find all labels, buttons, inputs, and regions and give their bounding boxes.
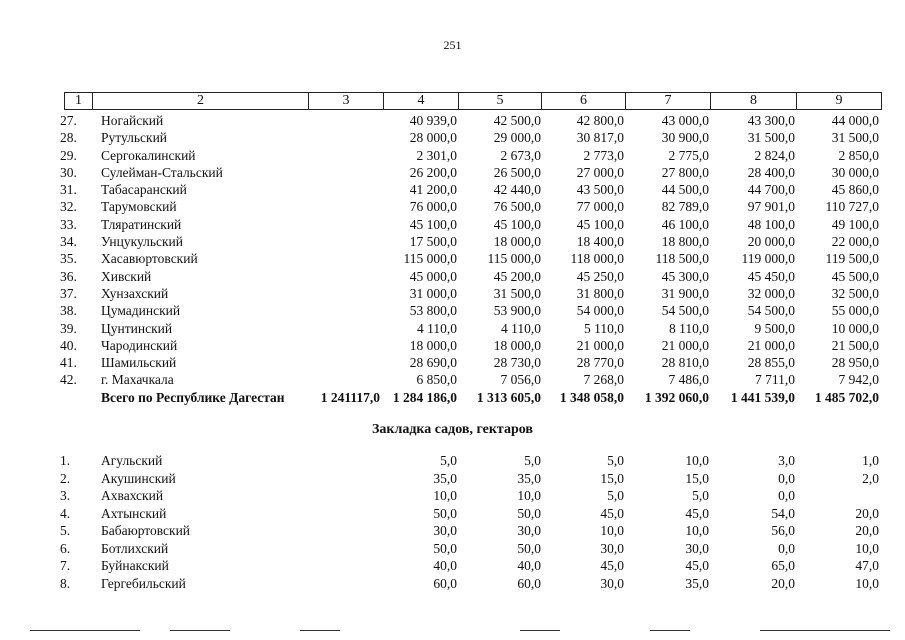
row-number: 28. xyxy=(60,130,77,146)
value-col-5: 45 200,0 xyxy=(493,268,541,284)
row-number: 5. xyxy=(60,523,71,538)
value-col-8: 20 000,0 xyxy=(747,234,795,250)
row-number: 6. xyxy=(60,540,71,556)
value-col-5: 31 500,0 xyxy=(493,285,541,301)
value-col-7: 45 300,0 xyxy=(661,268,709,284)
value-col-5: 29 000,0 xyxy=(493,130,541,146)
value-col-6: 42 800,0 xyxy=(576,113,624,128)
value-col-6: 43 500,0 xyxy=(576,182,624,198)
value-col-5: 115 000,0 xyxy=(487,251,541,267)
district-name: Тляратинский xyxy=(101,216,182,232)
value-col-4: 115 000,0 xyxy=(403,251,457,267)
district-name: г. Махачкала xyxy=(101,372,174,388)
value-col-7: 118 500,0 xyxy=(655,251,709,267)
value-col-7: 28 810,0 xyxy=(661,355,709,371)
value-col-4: 76 000,0 xyxy=(409,199,457,215)
value-col-9: 110 727,0 xyxy=(825,199,879,215)
value-col-8: 28 400,0 xyxy=(747,164,795,180)
value-col-5: 2 673,0 xyxy=(500,147,541,163)
value-col-5: 18 000,0 xyxy=(493,234,541,250)
value-col-7: 2 775,0 xyxy=(668,147,709,163)
value-col-9: 45 500,0 xyxy=(831,268,879,284)
value-col-4: 1 284 186,0 xyxy=(392,389,457,405)
footer-rule xyxy=(760,630,890,631)
total-row xyxy=(0,389,905,406)
value-col-6: 45,0 xyxy=(600,558,624,573)
district-name: Ногайский xyxy=(101,113,164,128)
value-col-9: 32 500,0 xyxy=(831,285,879,301)
value-col-8: 119 000,0 xyxy=(741,251,795,267)
value-col-9: 2 850,0 xyxy=(838,147,879,163)
value-col-6: 28 770,0 xyxy=(576,355,624,371)
district-name: Хунзахский xyxy=(101,285,169,301)
value-col-8: 44 700,0 xyxy=(747,182,795,198)
district-name: Сулейман-Стальский xyxy=(101,164,223,180)
value-col-9: 10,0 xyxy=(855,540,879,556)
value-col-4: 17 500,0 xyxy=(409,234,457,250)
value-col-5: 7 056,0 xyxy=(500,372,541,388)
value-col-5: 53 900,0 xyxy=(493,303,541,319)
value-col-6: 5,0 xyxy=(607,453,624,468)
table-row xyxy=(0,452,905,470)
value-col-4: 5,0 xyxy=(440,453,457,468)
value-col-4: 60,0 xyxy=(433,575,457,591)
value-col-4: 10,0 xyxy=(433,488,457,503)
value-col-6: 30 817,0 xyxy=(576,130,624,146)
value-col-8: 3,0 xyxy=(778,453,795,468)
value-col-5: 76 500,0 xyxy=(493,199,541,215)
value-col-3: 1 241117,0 xyxy=(320,389,380,405)
table-row xyxy=(0,540,905,558)
row-number: 35. xyxy=(60,251,77,267)
value-col-9: 22 000,0 xyxy=(831,234,879,250)
value-col-5: 10,0 xyxy=(517,488,541,503)
value-col-9: 44 000,0 xyxy=(831,113,879,128)
value-col-4: 50,0 xyxy=(433,505,457,521)
value-col-9: 7 942,0 xyxy=(838,372,879,388)
value-col-5: 50,0 xyxy=(517,540,541,556)
value-col-5: 26 500,0 xyxy=(493,164,541,180)
district-name: Табасаранский xyxy=(101,182,187,198)
table-row xyxy=(0,371,905,388)
footer-rule xyxy=(30,630,140,631)
table-row xyxy=(0,354,905,371)
value-col-9: 31 500,0 xyxy=(831,130,879,146)
row-number: 29. xyxy=(60,147,77,163)
value-col-6: 118 000,0 xyxy=(570,251,624,267)
row-number: 2. xyxy=(60,470,71,486)
district-table-top xyxy=(0,112,905,406)
value-col-6: 27 000,0 xyxy=(576,164,624,180)
district-name: Хасавюртовский xyxy=(101,251,198,267)
value-col-7: 82 789,0 xyxy=(661,199,709,215)
value-col-6: 54 000,0 xyxy=(576,303,624,319)
value-col-8: 21 000,0 xyxy=(747,337,795,353)
value-col-7: 31 900,0 xyxy=(661,285,709,301)
value-col-4: 45 100,0 xyxy=(409,216,457,232)
footer-rule xyxy=(520,630,560,631)
value-col-4: 41 200,0 xyxy=(409,182,457,198)
value-col-8: 54 500,0 xyxy=(747,303,795,319)
footer-rule xyxy=(650,630,690,631)
value-col-4: 2 301,0 xyxy=(416,147,457,163)
value-col-9: 1 485 702,0 xyxy=(814,389,879,405)
value-col-8: 54,0 xyxy=(771,505,795,521)
value-col-8: 1 441 539,0 xyxy=(730,389,795,405)
value-col-9: 47,0 xyxy=(855,558,879,573)
row-number: 33. xyxy=(60,216,77,232)
value-col-5: 1 313 605,0 xyxy=(476,389,541,405)
value-col-6: 1 348 058,0 xyxy=(559,389,624,405)
value-col-5: 5,0 xyxy=(524,453,541,468)
value-col-6: 2 773,0 xyxy=(583,147,624,163)
value-col-9: 20,0 xyxy=(855,523,879,538)
value-col-5: 4 110,0 xyxy=(501,320,541,336)
value-col-6: 7 268,0 xyxy=(583,372,624,388)
value-col-8: 32 000,0 xyxy=(747,285,795,301)
value-col-5: 60,0 xyxy=(517,575,541,591)
value-col-7: 54 500,0 xyxy=(661,303,709,319)
row-number: 37. xyxy=(60,285,77,301)
row-number: 38. xyxy=(60,303,77,319)
value-col-7: 21 000,0 xyxy=(661,337,709,353)
header-col-6: 6 xyxy=(542,93,626,110)
value-col-7: 30,0 xyxy=(685,540,709,556)
value-col-4: 26 200,0 xyxy=(409,164,457,180)
table-row xyxy=(0,164,905,181)
value-col-9: 28 950,0 xyxy=(831,355,879,371)
district-name: Гергебильский xyxy=(101,575,186,591)
value-col-9: 10,0 xyxy=(855,575,879,591)
column-header-row xyxy=(64,92,882,110)
value-col-7: 18 800,0 xyxy=(661,234,709,250)
total-label: Всего по Республике Дагестан xyxy=(101,389,285,405)
table-row xyxy=(0,129,905,146)
value-col-7: 1 392 060,0 xyxy=(644,389,709,405)
value-col-6: 45 100,0 xyxy=(576,216,624,232)
row-number: 39. xyxy=(60,320,77,336)
value-col-8: 56,0 xyxy=(771,523,795,538)
value-col-8: 31 500,0 xyxy=(747,130,795,146)
district-name: Хивский xyxy=(101,268,152,284)
table-row xyxy=(0,522,905,540)
footer-rule xyxy=(170,630,230,631)
header-col-2: 2 xyxy=(93,93,309,110)
row-number: 7. xyxy=(60,558,71,573)
row-number: 40. xyxy=(60,337,77,353)
row-number: 32. xyxy=(60,199,77,215)
value-col-5: 45 100,0 xyxy=(493,216,541,232)
district-name: Унцукульский xyxy=(101,234,183,250)
value-col-6: 21 000,0 xyxy=(576,337,624,353)
value-col-5: 42 440,0 xyxy=(493,182,541,198)
section-title: Закладка садов, гектаров xyxy=(372,422,533,437)
table-row xyxy=(0,470,905,488)
value-col-9: 2,0 xyxy=(862,470,879,486)
value-col-9: 10 000,0 xyxy=(831,320,879,336)
value-col-8: 48 100,0 xyxy=(747,216,795,232)
value-col-8: 45 450,0 xyxy=(747,268,795,284)
value-col-7: 30 900,0 xyxy=(661,130,709,146)
row-number: 8. xyxy=(60,575,71,591)
value-col-4: 18 000,0 xyxy=(409,337,457,353)
row-number: 34. xyxy=(60,234,77,250)
value-col-8: 20,0 xyxy=(771,575,795,591)
value-col-4: 50,0 xyxy=(433,540,457,556)
table-row xyxy=(0,216,905,233)
table-row xyxy=(0,233,905,250)
district-name: Бабаюртовский xyxy=(101,523,191,538)
row-number: 36. xyxy=(60,268,77,284)
value-col-6: 10,0 xyxy=(600,523,624,538)
value-col-7: 45,0 xyxy=(685,558,709,573)
value-col-5: 18 000,0 xyxy=(493,337,541,353)
header-col-8: 8 xyxy=(711,93,797,110)
table-row xyxy=(0,112,905,129)
row-number: 3. xyxy=(60,488,71,503)
table-row xyxy=(0,505,905,523)
district-name: Ботлихский xyxy=(101,540,169,556)
district-name: Чародинский xyxy=(101,337,178,353)
value-col-8: 0,0 xyxy=(778,470,795,486)
value-col-9: 21 500,0 xyxy=(831,337,879,353)
value-col-4: 40 939,0 xyxy=(409,113,457,128)
value-col-4: 53 800,0 xyxy=(409,303,457,319)
value-col-9: 45 860,0 xyxy=(831,182,879,198)
value-col-7: 43 000,0 xyxy=(661,113,709,128)
value-col-4: 4 110,0 xyxy=(417,320,457,336)
value-col-5: 42 500,0 xyxy=(493,113,541,128)
row-number: 1. xyxy=(60,453,71,468)
value-col-6: 77 000,0 xyxy=(576,199,624,215)
value-col-7: 10,0 xyxy=(685,523,709,538)
table-row xyxy=(0,302,905,319)
footer-rule xyxy=(300,630,340,631)
table-row xyxy=(0,320,905,337)
value-col-6: 31 800,0 xyxy=(576,285,624,301)
header-col-7: 7 xyxy=(626,93,711,110)
district-name: Ахтынский xyxy=(101,505,167,521)
value-col-4: 6 850,0 xyxy=(416,372,457,388)
value-col-8: 0,0 xyxy=(778,540,795,556)
value-col-6: 30,0 xyxy=(600,575,624,591)
table-row xyxy=(0,181,905,198)
header-col-3: 3 xyxy=(309,93,384,110)
value-col-4: 40,0 xyxy=(433,558,457,573)
table-row xyxy=(0,285,905,302)
value-col-4: 45 000,0 xyxy=(409,268,457,284)
value-col-6: 15,0 xyxy=(600,470,624,486)
value-col-6: 45 250,0 xyxy=(576,268,624,284)
value-col-8: 97 901,0 xyxy=(747,199,795,215)
value-col-9: 30 000,0 xyxy=(831,164,879,180)
value-col-4: 30,0 xyxy=(433,523,457,538)
district-name: Буйнакский xyxy=(101,558,169,573)
value-col-7: 8 110,0 xyxy=(669,320,709,336)
value-col-5: 40,0 xyxy=(517,558,541,573)
header-col-4: 4 xyxy=(384,93,459,110)
value-col-6: 30,0 xyxy=(600,540,624,556)
value-col-6: 5,0 xyxy=(607,488,624,503)
district-name: Тарумовский xyxy=(101,199,177,215)
header-col-9: 9 xyxy=(797,93,882,110)
row-number: 31. xyxy=(60,182,77,198)
row-number: 30. xyxy=(60,164,77,180)
table-row xyxy=(0,575,905,593)
value-col-8: 65,0 xyxy=(771,558,795,573)
district-name: Ахвахский xyxy=(101,488,164,503)
value-col-5: 28 730,0 xyxy=(493,355,541,371)
value-col-5: 30,0 xyxy=(517,523,541,538)
value-col-7: 46 100,0 xyxy=(661,216,709,232)
table-row xyxy=(0,557,905,575)
table-row xyxy=(0,147,905,164)
value-col-8: 2 824,0 xyxy=(754,147,795,163)
value-col-8: 43 300,0 xyxy=(747,113,795,128)
value-col-9: 49 100,0 xyxy=(831,216,879,232)
value-col-9: 119 500,0 xyxy=(825,251,879,267)
row-number: 4. xyxy=(60,505,71,521)
district-table-bottom xyxy=(0,452,905,592)
value-col-6: 18 400,0 xyxy=(576,234,624,250)
value-col-7: 15,0 xyxy=(685,470,709,486)
value-col-4: 31 000,0 xyxy=(409,285,457,301)
value-col-5: 50,0 xyxy=(517,505,541,521)
district-name: Рутульский xyxy=(101,130,168,146)
district-name: Акушинский xyxy=(101,470,176,486)
table-row xyxy=(0,487,905,505)
value-col-7: 27 800,0 xyxy=(661,164,709,180)
row-number: 42. xyxy=(60,372,77,388)
value-col-8: 28 855,0 xyxy=(747,355,795,371)
value-col-8: 0,0 xyxy=(778,488,795,503)
district-name: Шамильский xyxy=(101,355,177,371)
header-col-1: 1 xyxy=(65,93,93,110)
row-number: 27. xyxy=(60,113,77,128)
value-col-6: 45,0 xyxy=(600,505,624,521)
value-col-5: 35,0 xyxy=(517,470,541,486)
table-row xyxy=(0,268,905,285)
table-row xyxy=(0,337,905,354)
value-col-6: 5 110,0 xyxy=(584,320,624,336)
value-col-9: 1,0 xyxy=(862,453,879,468)
page-number: 251 xyxy=(443,38,462,52)
row-number: 41. xyxy=(60,355,77,371)
value-col-7: 7 486,0 xyxy=(668,372,709,388)
district-name: Цунтинский xyxy=(101,320,173,336)
value-col-7: 44 500,0 xyxy=(661,182,709,198)
table-row xyxy=(0,198,905,215)
value-col-9: 20,0 xyxy=(855,505,879,521)
table-row xyxy=(0,250,905,267)
value-col-4: 28 690,0 xyxy=(409,355,457,371)
district-name: Сергокалинский xyxy=(101,147,196,163)
header-col-5: 5 xyxy=(459,93,542,110)
value-col-4: 35,0 xyxy=(433,470,457,486)
value-col-7: 35,0 xyxy=(685,575,709,591)
district-name: Цумадинский xyxy=(101,303,181,319)
value-col-7: 10,0 xyxy=(685,453,709,468)
value-col-7: 5,0 xyxy=(692,488,709,503)
value-col-8: 7 711,0 xyxy=(755,372,795,388)
district-name: Агульский xyxy=(101,453,163,468)
value-col-4: 28 000,0 xyxy=(409,130,457,146)
value-col-9: 55 000,0 xyxy=(831,303,879,319)
value-col-7: 45,0 xyxy=(685,505,709,521)
value-col-8: 9 500,0 xyxy=(754,320,795,336)
